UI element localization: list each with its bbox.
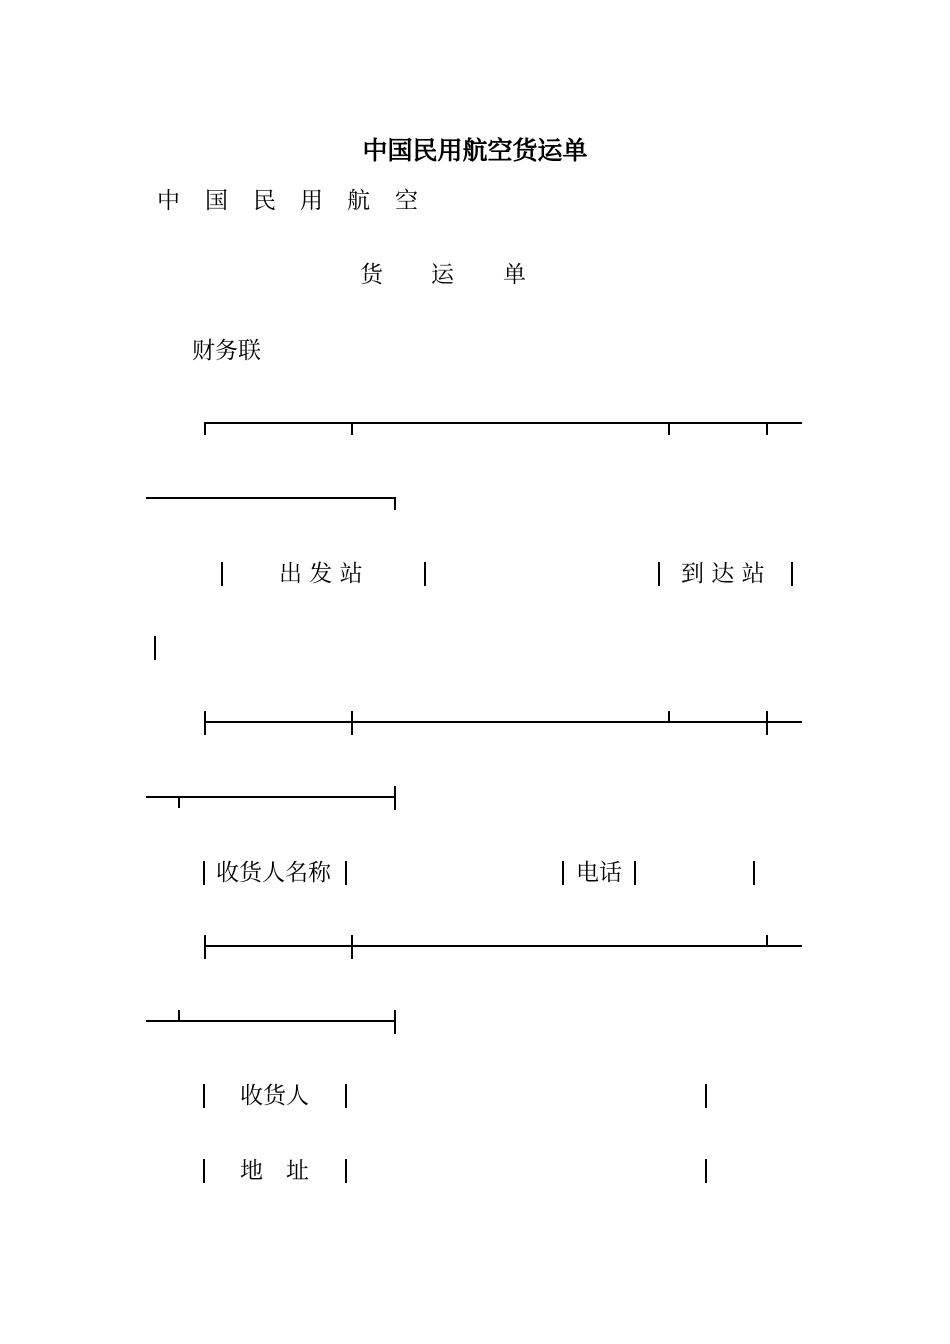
cell-border — [345, 1084, 347, 1108]
destination-station-label: 到 达 站 — [681, 561, 765, 587]
org-char-2: 国 — [205, 188, 228, 214]
separator-junction — [204, 935, 206, 959]
consignee-address-label-line2: 地 址 — [240, 1158, 309, 1184]
cell-border — [705, 1084, 707, 1108]
separator-junction — [351, 711, 353, 735]
row-separator-continued — [146, 796, 396, 798]
separator-junction — [178, 1010, 180, 1022]
separator-junction — [351, 935, 353, 959]
row-separator — [205, 721, 802, 723]
cell-border — [345, 1159, 347, 1183]
row-separator — [205, 945, 802, 947]
form-char-3: 单 — [503, 262, 526, 288]
separator-junction — [766, 711, 768, 735]
org-char-6: 空 — [395, 188, 418, 214]
document-title: 中国民用航空货运单 — [362, 136, 588, 165]
cell-border — [562, 861, 564, 885]
corner-tick — [204, 422, 206, 435]
org-char-4: 用 — [300, 188, 323, 214]
cell-border — [203, 1084, 205, 1108]
row-separator-continued — [146, 1020, 396, 1022]
table-top-border-continued — [146, 497, 396, 499]
org-char-1: 中 — [157, 188, 180, 214]
cell-border — [658, 562, 660, 586]
org-char-3: 民 — [253, 188, 276, 214]
column-tick — [766, 422, 768, 435]
form-char-1: 货 — [360, 262, 383, 288]
corner-tick — [394, 497, 396, 510]
cell-border — [221, 562, 223, 586]
cell-border — [203, 1159, 205, 1183]
consignee-address-label-line1: 收货人 — [240, 1083, 309, 1109]
separator-junction — [394, 1010, 396, 1034]
cell-border — [154, 636, 156, 660]
cell-border — [203, 861, 205, 885]
table-top-border — [205, 422, 802, 424]
separator-junction — [204, 711, 206, 735]
cell-border — [634, 861, 636, 885]
cell-border — [791, 562, 793, 586]
separator-junction — [766, 935, 768, 947]
separator-junction — [178, 796, 180, 808]
form-char-2: 运 — [431, 262, 454, 288]
phone-label: 电话 — [576, 860, 622, 886]
separator-junction — [394, 786, 396, 810]
consignee-name-label: 收货人名称 — [216, 860, 331, 886]
cell-border — [705, 1159, 707, 1183]
column-tick — [668, 422, 670, 435]
column-tick — [351, 422, 353, 435]
org-char-5: 航 — [347, 188, 370, 214]
cell-border — [345, 861, 347, 885]
cell-border — [753, 861, 755, 885]
origin-station-label: 出 发 站 — [279, 561, 363, 587]
copy-label: 财务联 — [192, 338, 261, 364]
separator-junction — [668, 711, 670, 723]
cell-border — [424, 562, 426, 586]
